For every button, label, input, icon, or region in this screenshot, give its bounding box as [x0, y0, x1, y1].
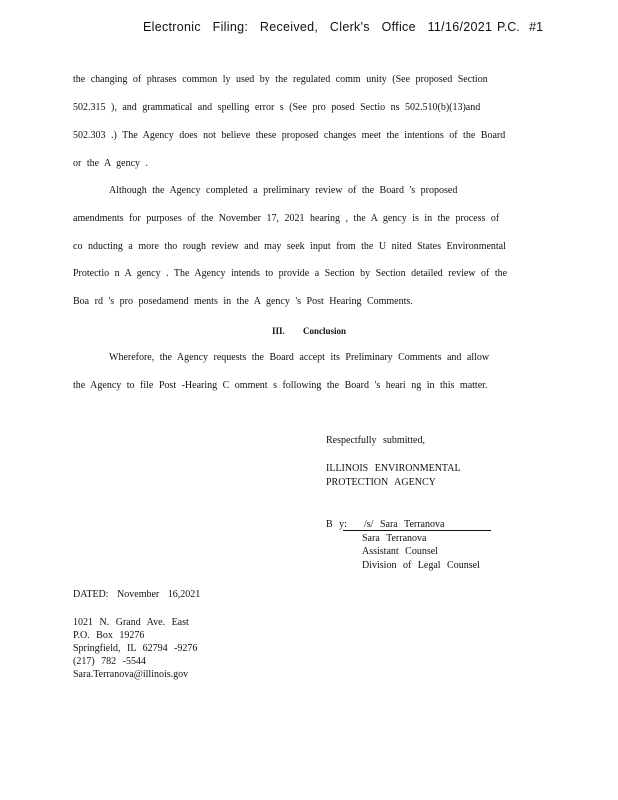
electronic-signature: /s/ Sara Terranova: [364, 519, 445, 530]
address-block: [73, 616, 197, 681]
text-line: amendments for purposes of the November 17, 2021 hearing , the A gency is in the process of: [73, 213, 500, 224]
text-line: 502.315 ), and grammatical and spelling error s (See pro posed Sectio ns 502.510(b)(13)and: [73, 102, 481, 113]
address-email: Sara.Terranova@illinois.gov: [73, 669, 189, 680]
signer-division: Division of Legal Counsel: [362, 560, 480, 571]
dated-line: DATED: November 16,2021: [73, 589, 201, 600]
org-name-line-2: PROTECTION AGENCY: [326, 477, 436, 488]
text-line: Although the Agency completed a preliminary review of the Board 's proposed: [109, 185, 458, 196]
text-line: or the A gency .: [73, 158, 149, 169]
by-label: B y:: [326, 519, 347, 530]
section-heading: [0, 326, 618, 336]
text-line: the changing of phrases common ly used by the regulated comm unity (See proposed Section: [73, 74, 488, 85]
signer-name: Sara Terranova: [362, 533, 427, 544]
text-line: co nducting a more tho rough review and may seek input from the U nited States Environmental: [73, 241, 506, 252]
org-name-line-1: ILLINOIS ENVIRONMENTAL: [326, 463, 461, 474]
text-line: the Agency to file Post -Hearing C omment s following the Board 's heari ng in this matter.: [73, 380, 488, 391]
closing: Respectfully submitted,: [326, 435, 425, 446]
section-title: Conclusion: [303, 326, 347, 336]
filing-stamp: Electronic Filing: Received, Clerk's Office 11/16/2021: [143, 20, 493, 34]
signature-line: [343, 530, 491, 531]
text-line: Protectio n A gency . The Agency intends to provide a Section by Section detailed review of the: [73, 268, 508, 279]
address-city: Springfield, IL 62794 -9276: [73, 643, 198, 654]
address-po-box: P.O. Box 19276: [73, 630, 145, 641]
public-comment-number: P.C. #1: [497, 20, 544, 34]
text-line: 502.303 .) The Agency does not believe these proposed changes meet the intentions of the Board: [73, 130, 506, 141]
text-line: Boa rd 's pro posedamend ments in the A gency 's Post Hearing Comments.: [73, 296, 413, 307]
text-line: Wherefore, the Agency requests the Board accept its Preliminary Comments and allow: [109, 352, 490, 363]
signer-title: Assistant Counsel: [362, 546, 438, 557]
section-number: III.: [271, 326, 285, 336]
address-street: 1021 N. Grand Ave. East: [73, 617, 189, 628]
address-phone: (217) 782 -5544: [73, 656, 146, 667]
